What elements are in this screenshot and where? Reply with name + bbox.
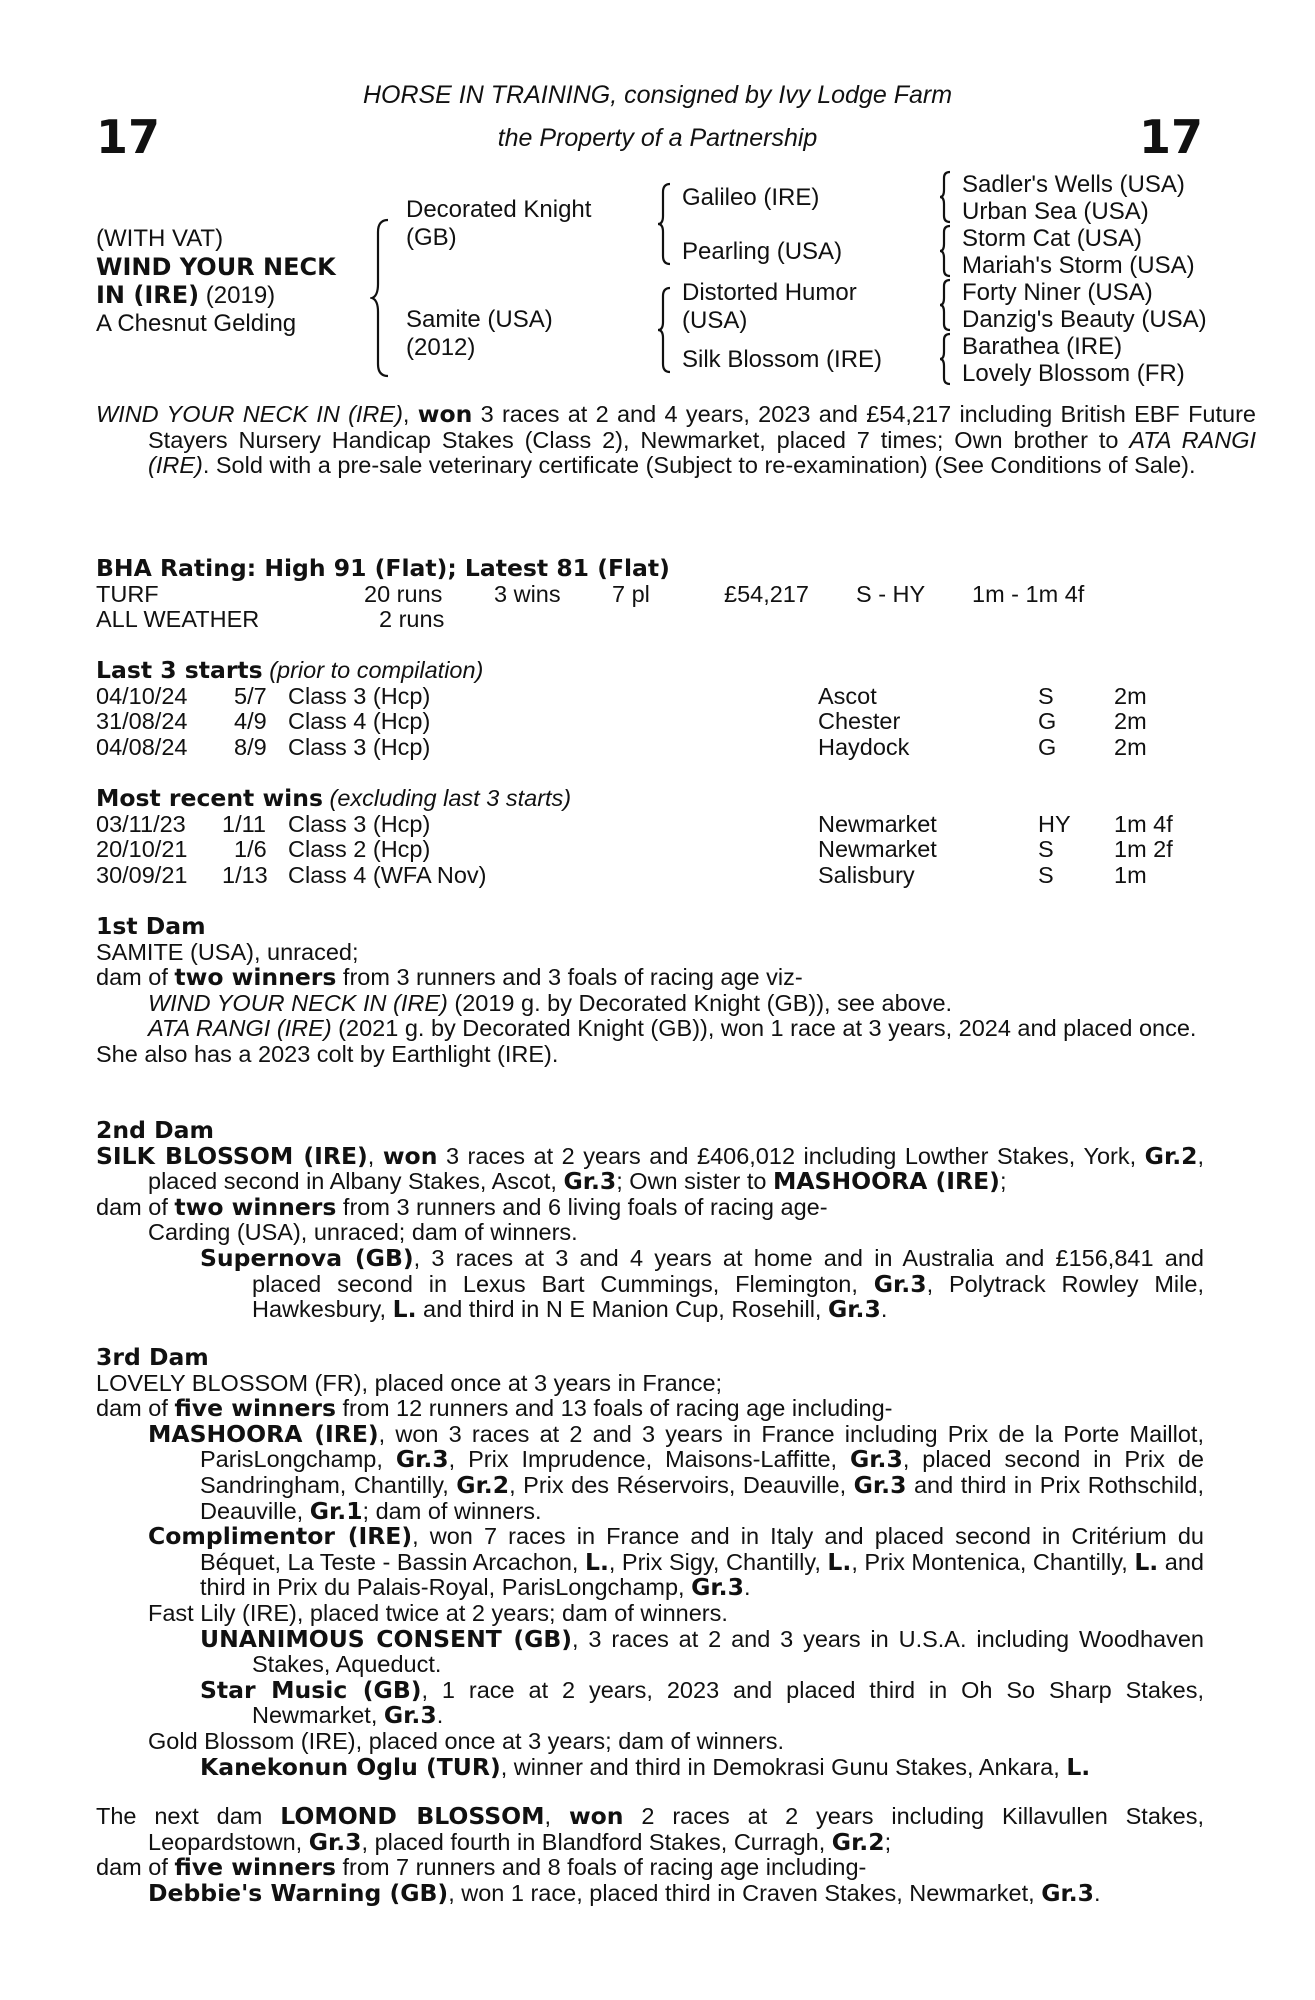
next-dam-line2 — [96, 1855, 1204, 1881]
next-dam-section — [96, 1804, 1204, 1906]
race-position: 1/13 — [222, 861, 268, 888]
text: , placed second in Prix de Sandringham, Chantilly, — [200, 1446, 1204, 1498]
text: from 12 runners and 13 foals of racing age including- — [335, 1395, 893, 1422]
race-distance: 2m — [1114, 682, 1147, 709]
dam-name: SILK BLOSSOM (IRE) — [96, 1141, 368, 1170]
table-row — [96, 684, 1204, 710]
text: , Prix Sigy, Chantilly, — [608, 1548, 828, 1575]
race-going: HY — [1038, 810, 1071, 837]
text: and third in Prix Rothschild, Deauville, — [200, 1471, 1204, 1524]
grade: Gr.3 — [1041, 1878, 1094, 1907]
recent-wins-section — [96, 786, 1204, 888]
first-dam-line3: She also has a 2023 colt by Earthlight (IRE). — [96, 1040, 559, 1067]
winners-count: two winners — [174, 963, 337, 992]
lot-number-right: 17 — [1138, 110, 1203, 164]
text: and third in N E Manion Cup, Rosehill, — [416, 1296, 828, 1323]
race-position: 4/9 — [234, 708, 267, 735]
text: , 1 race at 2 years, 2023 and placed third in Oh So Sharp Stakes, Newmarket, — [252, 1676, 1204, 1729]
grade: Gr.3 — [563, 1167, 617, 1196]
rating-surface: TURF — [96, 580, 159, 607]
grade: Gr.3 — [308, 1827, 362, 1856]
sire-name: Decorated Knight — [406, 196, 592, 223]
second-dam-section — [96, 1118, 1204, 1323]
table-row — [96, 709, 1204, 735]
table-row — [96, 735, 1204, 761]
text: , — [367, 1142, 383, 1169]
text: from 7 runners and 8 foals of racing age including- — [335, 1854, 867, 1881]
text: , Prix Montenica, Chantilly, — [851, 1548, 1135, 1575]
second-dam-grandprogeny-1 — [200, 1243, 1204, 1324]
race-distance: 1m — [1114, 861, 1147, 888]
text: , winner and third in Demokrasi Gunu Stakes, Ankara, — [500, 1753, 1067, 1780]
last3-section — [96, 658, 1204, 760]
dam-year: (2012) — [406, 334, 476, 361]
pedigree-brace-g4-3 — [938, 278, 954, 332]
text: The next dam — [96, 1803, 281, 1829]
text: , 3 races at 2 and 3 years in U.S.A. including Woodhaven Stakes, Aqueduct. — [252, 1625, 1204, 1678]
horse-year: (2019) — [199, 282, 276, 309]
third-dam-progeny-mashoora — [148, 1419, 1204, 1525]
pedigree-ds — [682, 279, 857, 335]
last3-note: (prior to compilation) — [262, 657, 484, 683]
summary-brother: ATA RANGI (IRE) — [148, 426, 1256, 479]
text: , — [544, 1803, 569, 1829]
race-going: S — [1038, 836, 1054, 863]
recent-note: (excluding last 3 starts) — [322, 785, 572, 811]
won-label: won — [382, 1141, 438, 1170]
text: and third in Prix du Palais-Royal, ParisLongchamp, — [200, 1548, 1204, 1601]
grade: Gr.2 — [1144, 1141, 1198, 1170]
grade: L. — [827, 1547, 852, 1576]
text: dam of — [96, 1395, 175, 1422]
g4-ancestor: Lovely Blossom (FR) — [962, 360, 1185, 387]
second-dam-line1 — [96, 1141, 1205, 1196]
winners-count: five winners — [174, 1394, 336, 1423]
first-dam-line1: SAMITE (USA), unraced; — [96, 938, 359, 965]
race-class: Class 4 (WFA Nov) — [288, 861, 487, 888]
third-dam-section — [96, 1345, 1204, 1780]
pedigree-brace-g4-2 — [938, 224, 954, 278]
rating-row-aw — [96, 607, 1204, 633]
rating-row-turf — [96, 582, 1204, 608]
pedigree-brace-dam — [656, 286, 674, 374]
grade: Gr.1 — [309, 1496, 363, 1525]
race-distance: 2m — [1114, 708, 1147, 735]
race-date: 20/10/21 — [96, 836, 188, 863]
grade: Gr.3 — [853, 1470, 907, 1499]
next-dam-line1 — [96, 1804, 1204, 1855]
text: . — [1094, 1879, 1101, 1906]
grade: Gr.2 — [456, 1470, 510, 1499]
g4-ancestor: Urban Sea (USA) — [962, 198, 1149, 225]
race-date: 31/08/24 — [96, 708, 188, 735]
race-class: Class 2 (Hcp) — [288, 836, 431, 863]
vat-note: (WITH VAT) — [96, 225, 224, 252]
race-going: S — [1038, 682, 1054, 709]
race-date: 30/09/21 — [96, 861, 188, 888]
pedigree-fourth-gen — [962, 171, 1207, 387]
progeny-name: Supernova (GB) — [200, 1243, 414, 1272]
summary-sep: , — [402, 401, 418, 427]
summary-text2: . Sold with a pre-sale veterinary certificate (Subject to re-examination) (See Conditions of Sale). — [202, 452, 1196, 479]
text: . — [743, 1574, 751, 1601]
table-row — [96, 837, 1204, 863]
third-dam-progeny-fastlily: Fast Lily (IRE), placed twice at 2 years; dam of winners. — [148, 1599, 728, 1626]
third-dam-line2 — [96, 1396, 1204, 1422]
race-class: Class 3 (Hcp) — [288, 810, 431, 837]
grade: L. — [1066, 1752, 1091, 1781]
pedigree-ds-country: (USA) — [682, 307, 748, 334]
pedigree-dam — [406, 306, 553, 362]
race-course: Chester — [818, 708, 901, 735]
won-label: won — [568, 1802, 624, 1830]
sire-country: (GB) — [406, 224, 457, 251]
progeny-name: Star Music (GB) — [200, 1675, 422, 1704]
text: 2 races at 2 years including Killavullen Stakes, Leopardstown, — [148, 1803, 1204, 1855]
horse-description: A Chesnut Gelding — [96, 310, 297, 337]
text: , Prix des Réservoirs, Deauville, — [509, 1471, 854, 1498]
g4-ancestor: Danzig's Beauty (USA) — [962, 306, 1207, 333]
rating-section — [96, 556, 1204, 633]
horse-name-line2 — [96, 281, 336, 310]
race-class: Class 4 (Hcp) — [288, 708, 431, 735]
recent-heading-line — [96, 786, 1204, 812]
summary-paragraph — [96, 402, 1256, 479]
third-dam-grandprogeny-kanekonun — [200, 1752, 1204, 1781]
winners-count: two winners — [174, 1192, 337, 1221]
grade: Gr.3 — [395, 1445, 449, 1474]
summary-text1: 3 races at 2 and 4 years, 2023 and £54,217 including British EBF Future Stayers Nursery Handicap Stakes (Class 2), Newmarket, placed 7 times; Own brother to — [148, 401, 1256, 453]
text: from 3 runners and 3 foals of racing age viz- — [336, 964, 803, 991]
third-dam-progeny-goldblossom: Gold Blossom (IRE), placed once at 3 years; dam of winners. — [148, 1727, 785, 1754]
race-going: G — [1038, 733, 1057, 760]
first-dam-progeny-1 — [148, 991, 1204, 1017]
grade: Gr.3 — [828, 1295, 881, 1324]
grade: Gr.3 — [873, 1269, 927, 1298]
dam-name: Samite (USA) — [406, 306, 553, 333]
progeny-detail: (2021 g. by Decorated Knight (GB)), won 1 race at 3 years, 2024 and placed once. — [331, 1015, 1197, 1042]
first-dam-progeny-2 — [148, 1016, 1204, 1042]
recent-heading: Most recent wins — [96, 784, 323, 812]
g4-ancestor: Storm Cat (USA) — [962, 225, 1143, 252]
progeny-name: MASHOORA (IRE) — [148, 1419, 379, 1448]
table-row — [96, 863, 1204, 889]
text: from 3 runners and 6 living foals of racing age- — [336, 1193, 828, 1220]
race-distance: 1m 4f — [1114, 810, 1173, 837]
pedigree-brace-g4-1 — [938, 170, 954, 224]
grade: L. — [1134, 1547, 1159, 1576]
pedigree-dd: Silk Blossom (IRE) — [682, 346, 883, 373]
last3-heading-line — [96, 658, 1204, 684]
race-distance: 2m — [1114, 733, 1147, 760]
summary-won: won — [417, 400, 473, 428]
header-consignor: HORSE IN TRAINING, consigned by Ivy Lodge Farm — [362, 81, 953, 109]
race-going: G — [1038, 708, 1057, 735]
race-position: 1/6 — [234, 836, 267, 863]
pedigree-brace-g4-4 — [938, 332, 954, 386]
rating-places: 7 pl — [612, 580, 650, 607]
text: , won 3 races at 2 and 3 years in France including Prix de la Porte Maillot, ParisLongchamp, — [200, 1420, 1204, 1473]
progeny-name: Complimentor (IRE) — [148, 1522, 413, 1551]
horse-name-line1: WIND YOUR NECK — [96, 253, 336, 281]
winners-count: five winners — [174, 1853, 336, 1882]
text: , Prix Imprudence, Maisons-Laffitte, — [448, 1446, 851, 1473]
race-date: 03/11/23 — [96, 810, 186, 837]
g4-ancestor: Sadler's Wells (USA) — [962, 171, 1185, 198]
race-position: 1/11 — [222, 810, 266, 837]
text: ; — [884, 1828, 892, 1855]
grade: Gr.3 — [383, 1701, 437, 1730]
race-position: 5/7 — [234, 682, 267, 709]
third-dam-grandprogeny-starmusic — [200, 1675, 1204, 1730]
second-dam-progeny-1: Carding (USA), unraced; dam of winners. — [148, 1219, 578, 1246]
race-position: 8/9 — [234, 733, 267, 760]
rating-runs: 20 runs — [364, 580, 443, 607]
rating-surface: ALL WEATHER — [96, 606, 260, 633]
text: , placed fourth in Blandford Stakes, Curragh, — [361, 1828, 832, 1855]
third-dam-grandprogeny-unanimous — [200, 1624, 1204, 1678]
rating-going: S - HY — [856, 580, 926, 607]
table-row — [96, 812, 1204, 838]
pedigree-brace-sire — [656, 182, 674, 266]
progeny-name: Kanekonun Oglu (TUR) — [200, 1752, 501, 1781]
second-dam-line2 — [96, 1192, 1204, 1221]
text: ; Own sister to — [616, 1168, 773, 1195]
sister-name: MASHOORA (IRE) — [772, 1167, 1000, 1196]
third-dam-progeny-complimentor — [148, 1524, 1204, 1601]
text: . — [436, 1702, 444, 1729]
text: dam of — [96, 1854, 175, 1881]
grade: L. — [392, 1295, 417, 1324]
grade: L. — [584, 1547, 609, 1576]
pedigree-sd: Pearling (USA) — [682, 238, 843, 265]
rating-heading: BHA Rating: High 91 (Flat); Latest 81 (Flat) — [96, 554, 670, 582]
pedigree-brace-main — [370, 218, 392, 378]
grade: Gr.2 — [831, 1827, 885, 1856]
race-distance: 1m 2f — [1114, 836, 1173, 863]
race-course: Salisbury — [818, 861, 915, 888]
text: . — [880, 1296, 888, 1323]
text: dam of — [96, 964, 175, 991]
second-dam-heading: 2nd Dam — [96, 1116, 214, 1144]
progeny-name: Debbie's Warning (GB) — [148, 1878, 449, 1907]
rating-wins: 3 wins — [494, 580, 561, 607]
pedigree-horse — [96, 225, 336, 338]
pedigree-ss: Galileo (IRE) — [682, 184, 820, 211]
progeny-name: ATA RANGI (IRE) — [148, 1015, 332, 1042]
summary-horse-name: WIND YOUR NECK IN (IRE) — [96, 401, 403, 427]
last3-heading: Last 3 starts — [96, 656, 263, 684]
text: , 3 races at 3 and 4 years at home and in Australia and £156,841 and placed second in Lexus Bart Cummings, Flemington, — [252, 1244, 1204, 1297]
race-course: Haydock — [818, 733, 910, 760]
race-date: 04/10/24 — [96, 682, 188, 709]
grade: Gr.3 — [850, 1445, 903, 1474]
horse-name-suffix: IN (IRE) — [96, 281, 200, 309]
race-course: Newmarket — [818, 810, 937, 837]
g4-ancestor: Forty Niner (USA) — [962, 279, 1153, 306]
g4-ancestor: Barathea (IRE) — [962, 333, 1123, 360]
dam-name: LOMOND BLOSSOM — [280, 1802, 545, 1830]
progeny-name: WIND YOUR NECK IN (IRE) — [148, 989, 448, 1016]
pedigree-sire — [406, 196, 591, 252]
text: ; dam of winners. — [362, 1497, 542, 1524]
text: , won 7 races in France and in Italy and placed second in Critérium du Béquet, La Teste - Bassin Arcachon, — [200, 1523, 1204, 1575]
grade: Gr.3 — [691, 1573, 744, 1602]
text: , Polytrack Rowley Mile, Hawkesbury, — [252, 1270, 1204, 1323]
header-property: the Property of a Partnership — [497, 124, 818, 152]
pedigree-ds-name: Distorted Humor — [682, 279, 857, 306]
rating-distance: 1m - 1m 4f — [972, 580, 1085, 607]
rating-runs: 2 runs — [379, 606, 445, 633]
text: 3 races at 2 years and £406,012 including Lowther Stakes, York, — [437, 1142, 1145, 1169]
progeny-name: UNANIMOUS CONSENT (GB) — [200, 1624, 573, 1653]
next-dam-progeny-1 — [148, 1878, 1204, 1907]
first-dam-section — [96, 914, 1204, 1068]
text: dam of — [96, 1193, 175, 1220]
race-course: Ascot — [818, 682, 877, 709]
race-going: S — [1038, 861, 1054, 888]
text: ; — [999, 1168, 1007, 1195]
first-dam-heading: 1st Dam — [96, 912, 206, 940]
g4-ancestor: Mariah's Storm (USA) — [962, 252, 1195, 279]
race-date: 04/08/24 — [96, 733, 188, 760]
race-class: Class 3 (Hcp) — [288, 682, 431, 709]
race-class: Class 3 (Hcp) — [288, 733, 431, 760]
lot-number-left: 17 — [96, 110, 161, 164]
first-dam-line2 — [96, 965, 1204, 991]
third-dam-heading: 3rd Dam — [96, 1343, 209, 1371]
text: , won 1 race, placed third in Craven Stakes, Newmarket, — [448, 1879, 1042, 1906]
race-course: Newmarket — [818, 836, 937, 863]
progeny-detail: (2019 g. by Decorated Knight (GB)), see above. — [447, 989, 953, 1016]
rating-prize: £54,217 — [724, 580, 809, 607]
third-dam-line1: LOVELY BLOSSOM (FR), placed once at 3 years in France; — [96, 1369, 723, 1396]
text: , placed second in Albany Stakes, Ascot, — [148, 1142, 1205, 1195]
